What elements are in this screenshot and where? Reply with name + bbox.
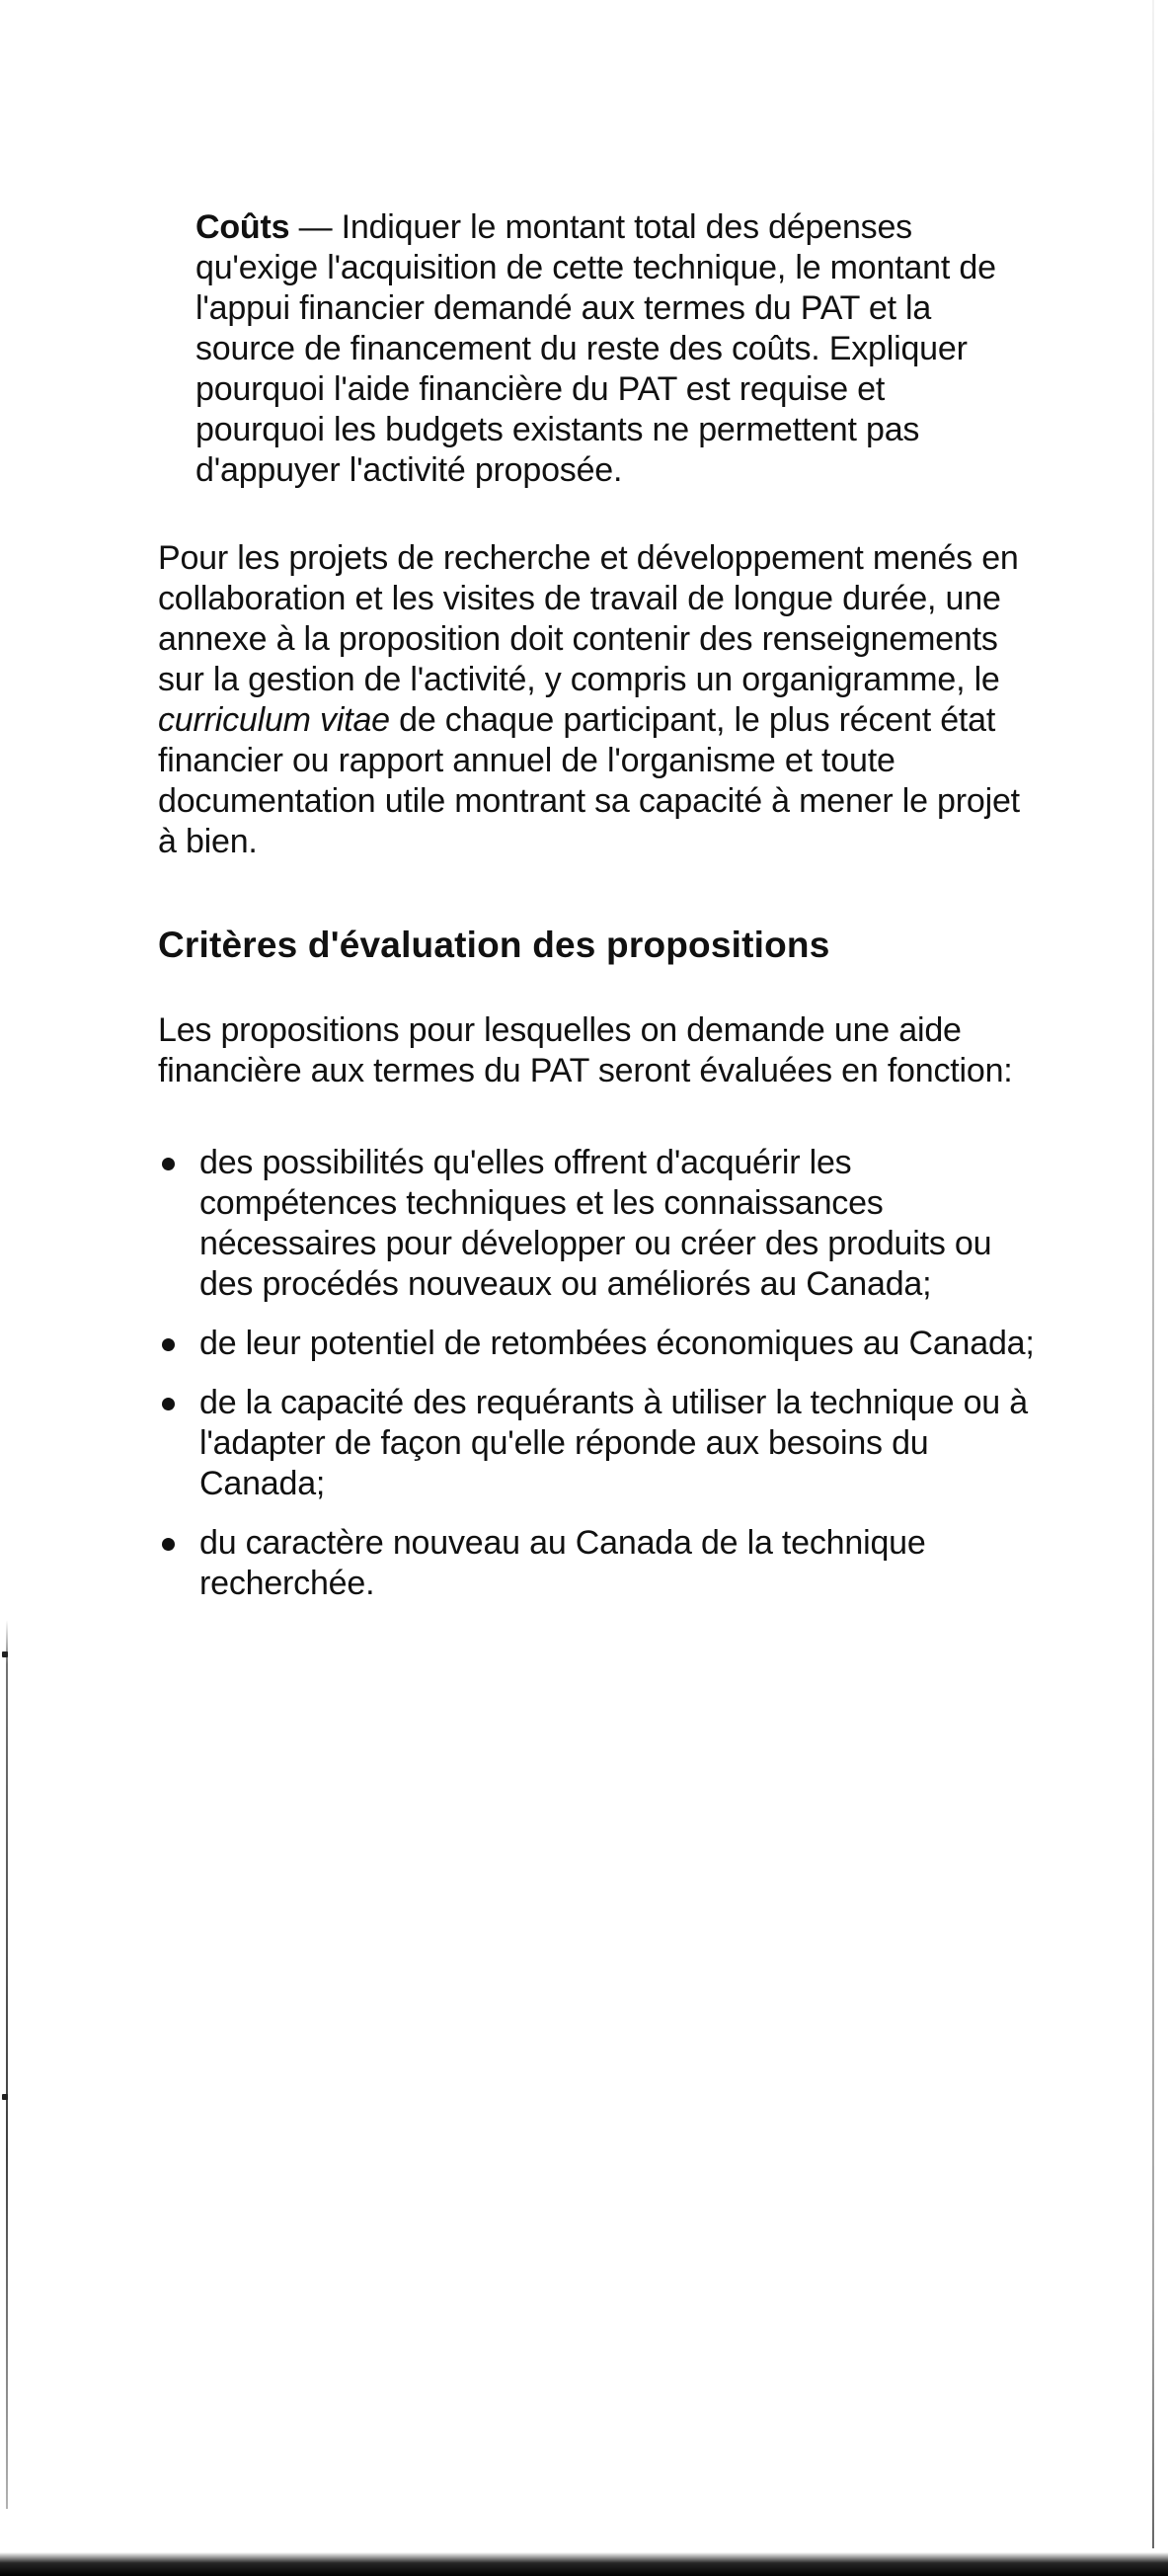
- bullet-icon: [162, 1398, 175, 1410]
- criteria-heading: Critères d'évaluation des propositions: [158, 925, 830, 965]
- criteria-list: [158, 1143, 1047, 1604]
- bullet-icon: [162, 1158, 175, 1170]
- collaboration-text-start: Pour les projets de recherche et développement menés en collaboration et les visites de travail de longue durée, une annexe à la proposition doit contenir des renseignements sur la gestion de l'activité, y compris un organigramme, le: [158, 539, 1019, 698]
- collaboration-paragraph: [158, 538, 1047, 862]
- costs-paragraph: [195, 207, 1015, 491]
- list-item: [158, 1143, 1049, 1305]
- scan-edge-bottom: [0, 2552, 1168, 2576]
- bullet-icon: [162, 1538, 175, 1551]
- list-item: [158, 1523, 1049, 1604]
- scan-edge-left: [6, 1620, 8, 2509]
- scan-mark: [2, 2094, 8, 2100]
- costs-label: Coûts: [195, 208, 290, 246]
- list-item: [158, 1324, 1049, 1364]
- list-item-text: du caractère nouveau au Canada de la technique recherchée.: [199, 1524, 926, 1602]
- list-item-text: des possibilités qu'elles offrent d'acquérir les compétences techniques et les connaissances nécessaires pour développer ou créer des produits ou des procédés nouveaux ou améliorés au Canada;: [199, 1144, 992, 1303]
- criteria-intro: Les propositions pour lesquelles on demande une aide financière aux termes du PAT seront évaluées en fonction:: [158, 1011, 1013, 1089]
- list-item: [158, 1383, 1049, 1504]
- costs-text: — Indiquer le montant total des dépenses qu'exige l'acquisition de cette technique, le montant de l'appui financier demandé aux termes du PAT et la source de financement du reste des coûts. Expliquer pourquoi l'aide financière du PAT est requise et pourquoi les budgets existants ne permettent pas d'appuyer l'activité proposée.: [195, 208, 996, 489]
- scan-edge-right: [1152, 0, 1154, 2548]
- collaboration-text-end: de chaque participant, le plus récent état financier ou rapport annuel de l'organisme et toute documentation utile montrant sa capacité à mener le projet à bien.: [158, 701, 1020, 860]
- list-item-text: de leur potentiel de retombées économiques au Canada;: [199, 1325, 1035, 1362]
- page-content: [158, 207, 1047, 1623]
- curriculum-vitae-italic: curriculum vitae: [158, 701, 390, 739]
- scan-mark: [2, 1651, 8, 1657]
- list-item-text: de la capacité des requérants à utiliser la technique ou à l'adapter de façon qu'elle réponde aux besoins du Canada;: [199, 1384, 1028, 1502]
- bullet-icon: [162, 1338, 175, 1351]
